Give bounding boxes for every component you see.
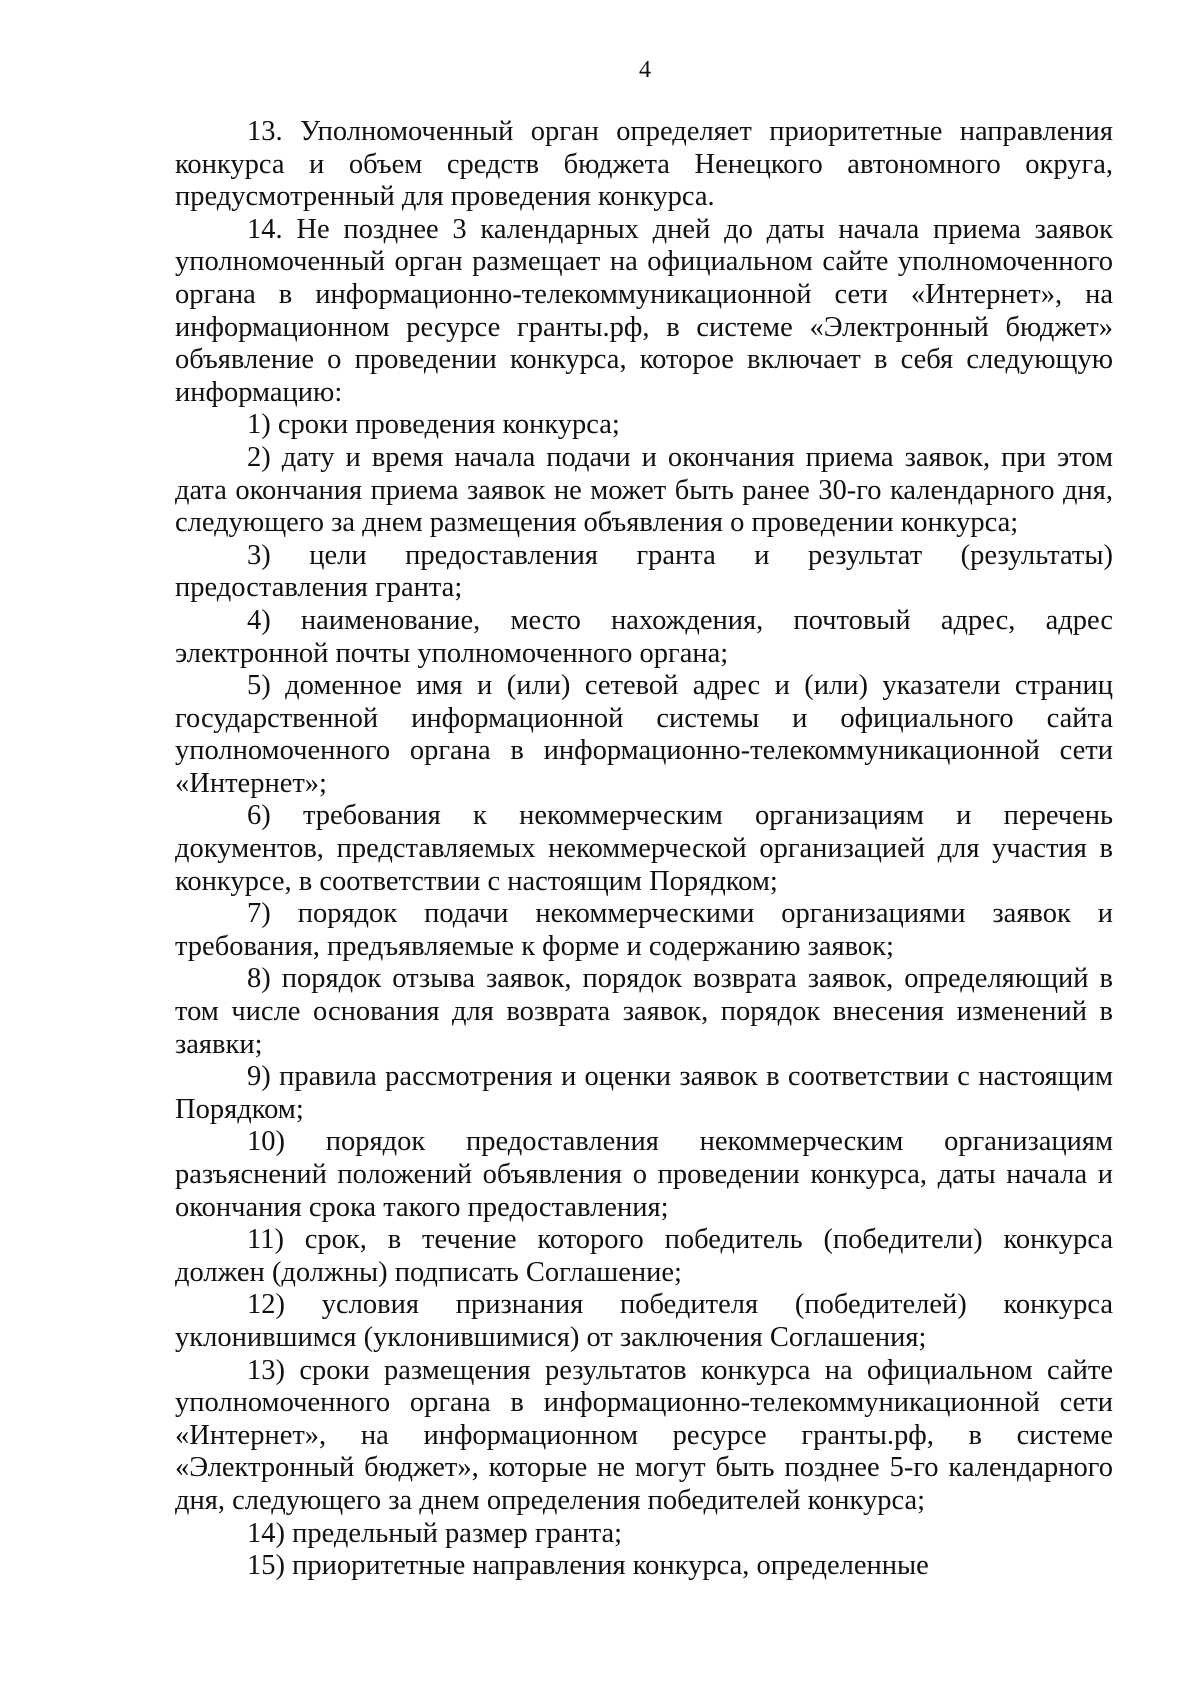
list-item-10: 10) порядок предоставления некоммерческим организациям разъяснений положений объявления о проведении конкурса, даты начала и окончания срока такого предоставления; xyxy=(175,1126,1113,1223)
paragraph-14: 14. Не позднее 3 календарных дней до даты начала приема заявок уполномоченный орган размещает на официальном сайте уполномоченного органа в информационно-телекоммуникационной сети «Интернет», на информационном ресурсе гранты.рф, в системе «Электронный бюджет» объявление о проведении конкурса, которое включает в себя следующую информацию: xyxy=(175,213,1113,408)
list-item-1: 1) сроки проведения конкурса; xyxy=(247,409,620,441)
list-item-14: 14) предельный размер гранта; xyxy=(247,1517,623,1549)
list-item-11: 11) срок, в течение которого победитель (победители) конкурса должен (должны) подписать Соглашение; xyxy=(175,1224,1113,1288)
document-body xyxy=(175,116,1113,1583)
list-item-12: 12) условия признания победителя (победителей) конкурса уклонившимся (уклонившимися) от заключения Соглашения; xyxy=(175,1289,1113,1353)
list-item-3: 3) цели предоставления гранта и результат (результаты) предоставления гранта; xyxy=(175,539,1113,604)
list-item-4: 4) наименование, место нахождения, почтовый адрес, адрес электронной почты уполномоченного органа; xyxy=(175,604,1113,669)
list-item-5: 5) доменное имя и (или) сетевой адрес и (или) указатели страниц государственной информационной системы и официального сайта уполномоченного органа в информационно-телекоммуникационной сети «Интернет»; xyxy=(175,670,1113,799)
list-item-8: 8) порядок отзыва заявок, порядок возврата заявок, определяющий в том числе основания для возврата заявок, порядок внесения изменений в заявки; xyxy=(175,963,1113,1060)
list-item-6: 6) требования к некоммерческим организациям и перечень документов, представляемых некоммерческой организацией для участия в конкурсе, в соответствии с настоящим Порядком; xyxy=(175,800,1113,897)
list-item-13: 13) сроки размещения результатов конкурса на официальном сайте уполномоченного органа в информационно-телекоммуникационной сети «Интернет», на информационном ресурсе гранты.рф, в системе «Электронный бюджет», которые не могут быть позднее 5-го календарного дня, следующего за днем определения победителей конкурса; xyxy=(175,1354,1113,1516)
page-number: 4 xyxy=(639,57,651,83)
list-item-2: 2) дату и время начала подачи и окончания приема заявок, при этом дата окончания приема заявок не может быть ранее 30-го календарного дня, следующего за днем размещения объявления о проведении конкурса; xyxy=(175,441,1113,539)
list-item-15: 15) приоритетные направления конкурса, определенные xyxy=(247,1550,929,1582)
list-item-7: 7) порядок подачи некоммерческими организациями заявок и требования, предъявляемые к форме и содержанию заявок; xyxy=(175,898,1113,962)
list-item-9: 9) правила рассмотрения и оценки заявок в соответствии с настоящим Порядком; xyxy=(175,1061,1113,1125)
paragraph-13: 13. Уполномоченный орган определяет приоритетные направления конкурса и объем средств бюджета Ненецкого автономного округа, предусмотренный для проведения конкурса. xyxy=(175,116,1113,213)
